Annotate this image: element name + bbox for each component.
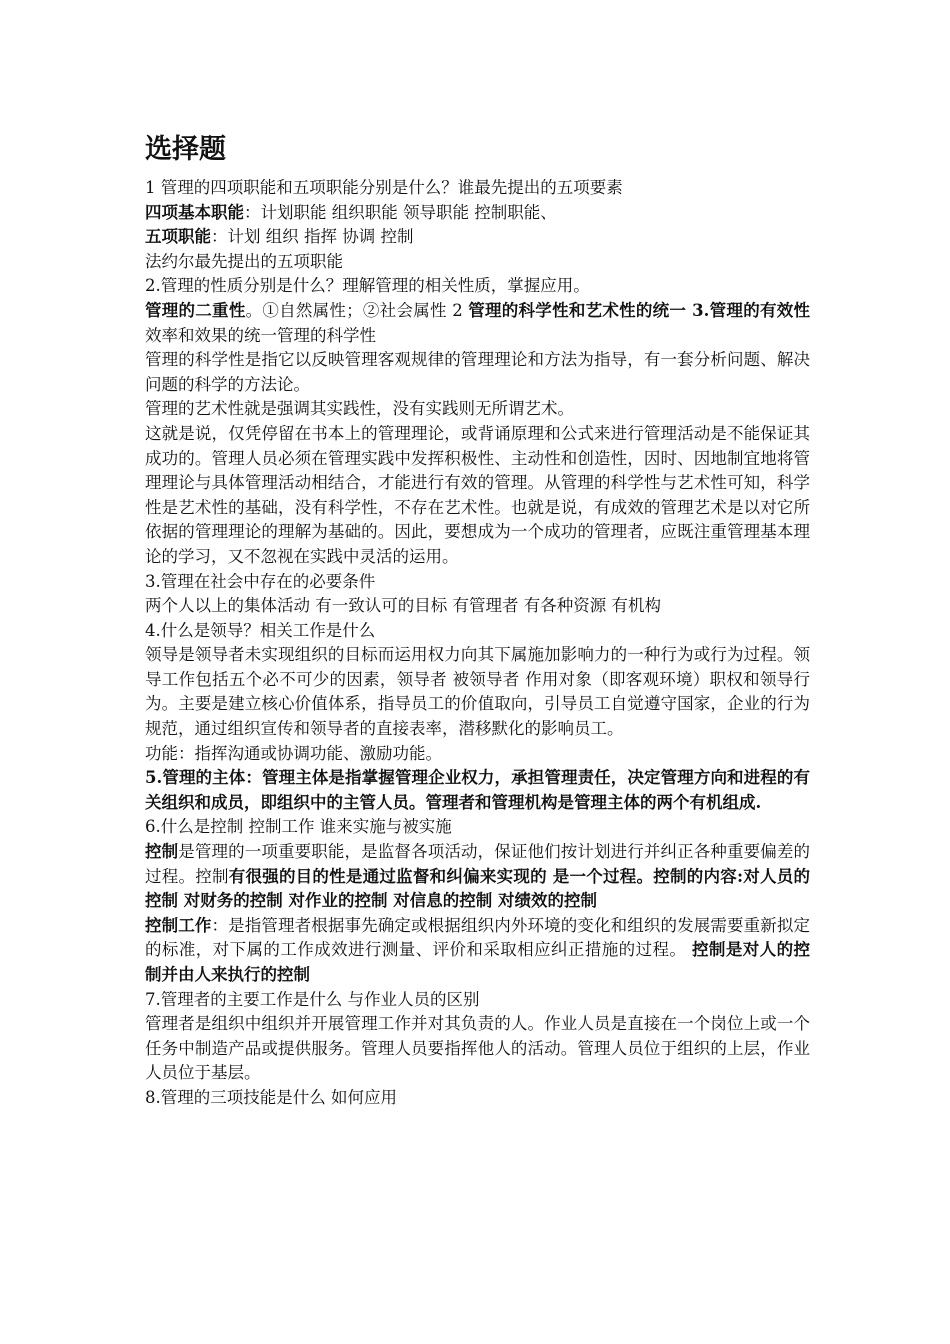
question-6: 6.什么是控制 控制工作 谁来实施与被实施	[145, 817, 452, 837]
four-functions-line	[145, 201, 810, 226]
document-page	[145, 128, 810, 1111]
question-4: 4.什么是领导？相关工作是什么	[145, 620, 376, 640]
question-2: 2.管理的性质分别是什么？理解管理的相关性质，掌握应用。	[145, 276, 590, 296]
control-content: 有很强的目的性是通过监督和纠偏来实现的 是一个过程。控制的内容:对人员的控制 对财务的控制 对作业的控制 对信息的控制 对绩效的控制	[145, 866, 811, 911]
control-work-paragraph	[145, 914, 810, 988]
five-functions-text: ：计划 组织 指挥 协调 控制	[211, 227, 414, 247]
control-label: 控制	[145, 842, 179, 862]
control-people: 控制是对人的控制并由人来执行的控制	[145, 940, 811, 984]
leadership-functions: 功能：指挥沟通或协调功能、激励功能。	[145, 743, 442, 763]
effectiveness-text: 效率和效果的统一管理的科学性	[145, 325, 376, 345]
manager-paragraph: 管理者是组织中组织并开展管理工作并对其负责的人。作业人员是直接在一个岗位上或一个任务中制造产品或提供服务。管理人员要指挥他人的活动。管理人员位于组织的上层，作业人员位于基层。	[145, 1014, 810, 1083]
artistic-paragraph: 管理的艺术性就是强调其实践性，没有实践则无所谓艺术。	[145, 399, 574, 419]
fayol-line: 法约尔最先提出的五项职能	[145, 251, 343, 271]
management-nature	[145, 299, 810, 348]
question-8: 8.管理的三项技能是什么 如何应用	[145, 1087, 397, 1107]
four-functions-label: 四项基本职能	[145, 202, 244, 222]
five-functions-label: 五项职能	[145, 227, 211, 247]
management-subject: 5.管理的主体：管理主体是指掌握管理企业权力，承担管理责任，决定管理方向和进程的有关组织和成员，即组织中的主管人员。管理者和管理机构是管理主体的两个有机组成.	[145, 768, 810, 812]
leadership-paragraph: 领导是领导者未实现组织的目标而运用权力向其下属施加影响力的一种行为或行为过程。领导工作包括五个必不可少的因素，领导者 被领导者 作用对象（即客观环境）职权和领导行为。主要是建立核心价值体系，指导员工的价值取向，引导员工自觉遵守国家，企业的行为规范，通过组织宣传和领导者的直接表率，潜移默化的影响员工。	[145, 645, 810, 739]
question-3: 3.管理在社会中存在的必要条件	[145, 571, 376, 591]
question-5	[145, 766, 810, 815]
page-title: 选择题	[145, 134, 226, 165]
control-work-text: ：是指管理者根据事先确定或根据组织内外环境的变化和组织的发展需要重新拟定的标准，对下属的工作成效进行测量、评价和采取相应纠正措施的过程。	[145, 915, 811, 960]
control-text: 是管理的一项重要职能，是监督各项活动，保证他们按计划进行并纠正各种重要偏差的过程。控制	[145, 842, 811, 886]
duality-text: 。①自然属性；②社会属性 2	[245, 300, 469, 320]
scientific-paragraph: 管理的科学性是指它以反映管理客观规律的管理理论和方法为指导，有一套分析问题、解决问题的科学的方法论。	[145, 350, 810, 394]
question-1: 1 管理的四项职能和五项职能分别是什么？谁最先提出的五项要素	[145, 178, 623, 197]
five-functions-line	[145, 225, 810, 250]
conditions-answer: 两个人以上的集体活动 有一致认可的目标 有管理者 有各种资源 有机构	[145, 596, 661, 616]
four-functions-text: ：计划职能 组织职能 领导职能 控制职能、	[244, 202, 557, 222]
duality-label: 管理的二重性	[145, 300, 246, 320]
practice-paragraph: 这就是说，仅凭停留在书本上的管理理论，或背诵原理和公式来进行管理活动是不能保证其成功的。管理人员必须在管理实践中发挥积极性、主动性和创造性，因时、因地制宜地将管理理论与具体管理活动相结合，才能进行有效的管理。从管理的科学性与艺术性可知，科学性是艺术性的基础，没有科学性，不存在艺术性。也就是说，有成效的管理艺术是以对它所依据的管理理论的理解为基础的。因此，要想成为一个成功的管理者，应既注重管理基本理论的学习，又不忽视在实践中灵活的运用。	[145, 423, 810, 566]
question-7: 7.管理者的主要工作是什么 与作业人员的区别	[145, 989, 480, 1009]
control-paragraph	[145, 840, 810, 914]
control-work-label: 控制工作	[145, 915, 212, 935]
science-art-label: 管理的科学性和艺术性的统一 3.管理的有效性	[468, 300, 810, 320]
